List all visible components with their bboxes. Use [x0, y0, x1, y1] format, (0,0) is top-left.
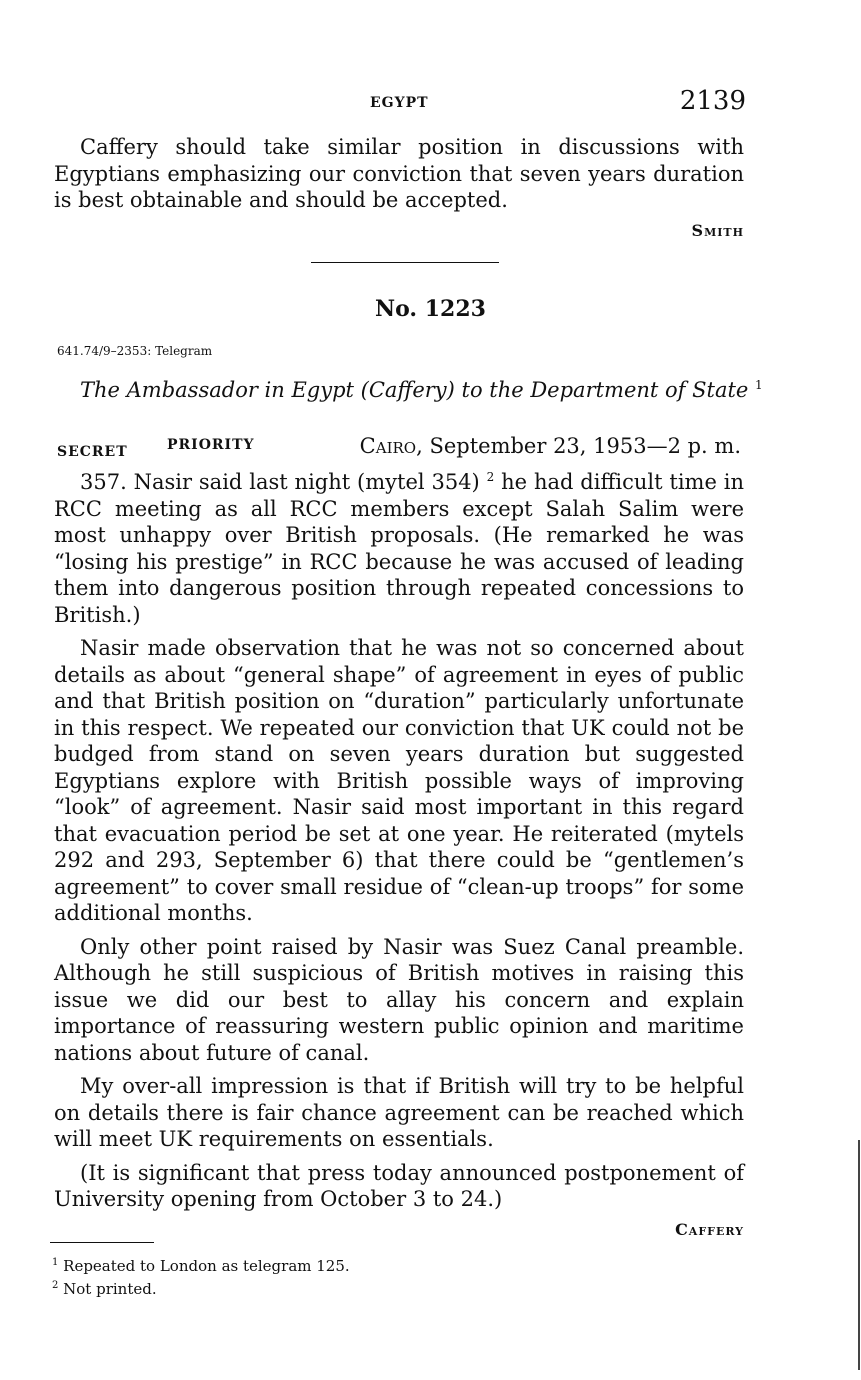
classification: SECRET — [57, 444, 128, 460]
footnote-2 — [52, 1276, 350, 1299]
signature-caffery: Caffery — [675, 1219, 744, 1239]
document-number: No. 1223 — [375, 296, 486, 322]
place-date — [360, 434, 741, 458]
file-reference: 641.74/9–2353: Telegram — [57, 344, 213, 358]
place: Cairo — [359, 434, 417, 458]
footnote-1-text: Repeated to London as telegram 125. — [63, 1257, 350, 1275]
telegram-body — [54, 464, 744, 1239]
date-time: , September 23, 1953—2 p. m. — [416, 434, 741, 458]
document-title-text: The Ambassador in Egypt (Caffery) to the Department of State — [80, 378, 749, 402]
paragraph-2: Nasir made observation that he was not so concerned about details as about “general shape” of agreement in eyes of public and that British position on “duration” particularly unfortunate in this respect. We repeated our conviction that UK could not be budged from stand on seven years duration but suggested Egyptians explore with British possible ways of improving “look” of agreement. Nasir said most important in this regard that evacuation period be set at one year. He reiterated (mytels 292 and 293, September 6) that there could be “gentlemen’s agreement” to cover small residue of “clean-up troops” for some additional months. — [54, 636, 744, 925]
paragraph-5: (It is significant that press today announced postponement of University opening from October 3 to 24.) — [54, 1160, 744, 1211]
section-divider — [311, 262, 499, 263]
paragraph-1 — [54, 464, 744, 628]
inline-footnote-mark: 2 — [486, 470, 495, 484]
footnote-rule — [50, 1242, 154, 1243]
footnote-2-mark: 2 — [52, 1280, 59, 1291]
signature-smith: Smith — [691, 220, 744, 240]
footnote-2-text: Not printed. — [63, 1280, 157, 1298]
title-footnote-mark: 1 — [755, 378, 763, 392]
footnote-1 — [52, 1253, 350, 1276]
previous-document-tail — [54, 134, 744, 240]
priority: PRIORITY — [167, 437, 255, 453]
document-title — [80, 378, 763, 402]
footnote-1-mark: 1 — [52, 1257, 59, 1268]
page-number: 2139 — [679, 86, 746, 116]
paragraph-1-lead: 357. Nasir said last night (mytel 354) — [80, 470, 480, 494]
running-header-topic: EGYPT — [370, 95, 429, 111]
footnotes — [52, 1253, 350, 1299]
scan-edge — [858, 1140, 860, 1370]
closing-paragraph: Caffery should take similar position in discussions with Egyptians emphasizing our conviction that seven years duration is best obtainable and should be accepted. — [54, 135, 744, 212]
paragraph-4: My over-all impression is that if British will try to be helpful on details there is fair chance agreement can be reached which will meet UK requirements on essentials. — [54, 1074, 744, 1151]
paragraph-1-rest: he had difficult time in RCC meeting as all RCC members except Salah Salim were most unhappy over British proposals. (He remarked he was “losing his prestige” in RCC because he was accused of leading them into dangerous position through repeated concessions to British.) — [54, 470, 744, 627]
paragraph-3: Only other point raised by Nasir was Suez Canal preamble. Although he still suspicious of British motives in raising this issue we did our best to allay his concern and explain importance of reassuring western public opinion and maritime nations about future of canal. — [54, 934, 744, 1065]
